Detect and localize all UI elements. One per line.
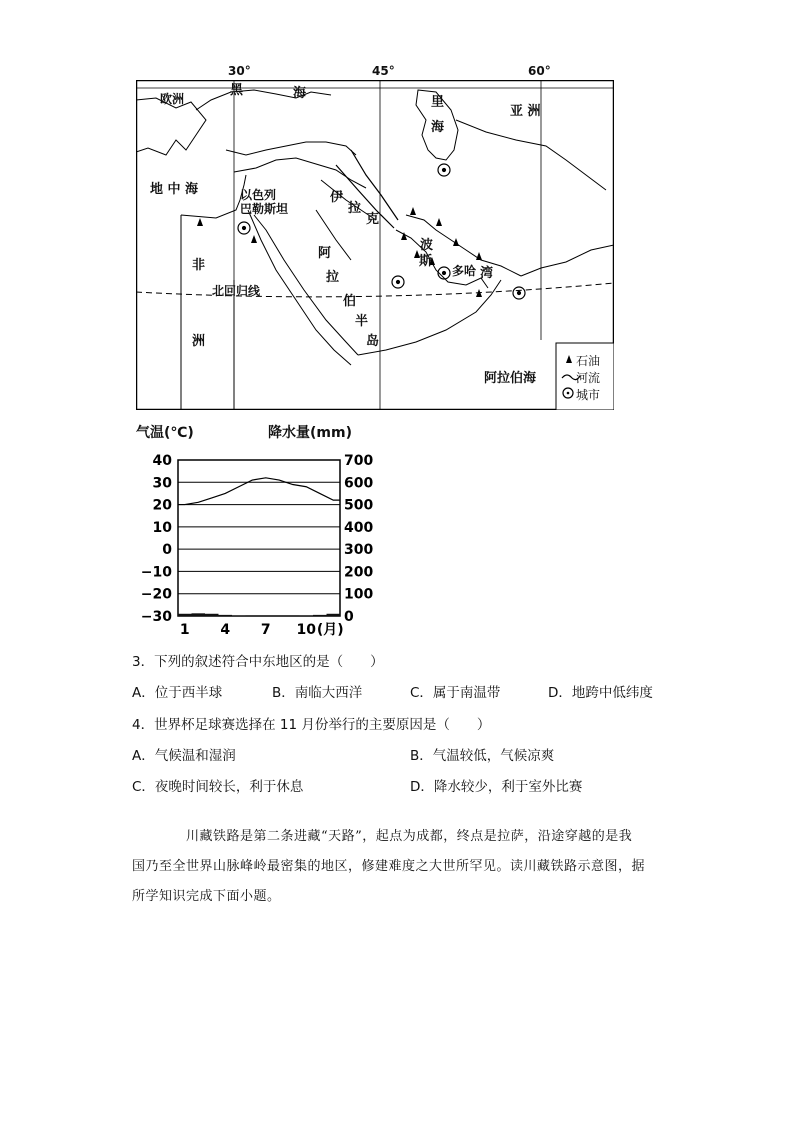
legend-river-label: 河流 — [576, 371, 601, 385]
legend-oil-label: 石油 — [576, 354, 601, 368]
precipitation-bar — [178, 614, 192, 616]
question-4: 4．世界杯足球赛选择在 11 月份举行的主要原因是（ ） — [132, 717, 491, 733]
map-label-arab-2: 拉 — [326, 270, 340, 285]
map-label-caspian-2: 海 — [431, 120, 445, 135]
map-label-black-sea-2: 海 — [293, 86, 307, 101]
precipitation-tick-label: 400 — [344, 519, 374, 536]
map-label-palestine: 巴勒斯坦 — [240, 202, 289, 216]
precipitation-tick-label: 100 — [344, 586, 374, 603]
map-label-doha: 多哈 — [452, 264, 477, 278]
map-label-iraq-1: 伊 — [330, 190, 344, 205]
longitude-45-label: 45° — [372, 64, 395, 78]
precipitation-bar — [205, 614, 219, 616]
climate-chart — [136, 440, 376, 640]
q3-option-a[interactable]: A．位于西半球 — [132, 685, 223, 701]
map-label-arab-4: 半 — [355, 314, 369, 329]
q3-option-b[interactable]: B．南临大西洋 — [272, 685, 363, 701]
precipitation-bar — [192, 613, 206, 616]
map-label-arab-3: 伯 — [343, 294, 357, 309]
precipitation-bar — [313, 615, 327, 616]
temperature-tick-label: 0 — [162, 542, 172, 559]
precipitation-tick-label: 0 — [344, 609, 354, 625]
month-unit-label: (月) — [316, 622, 344, 638]
temperature-tick-label: 40 — [152, 453, 172, 469]
precipitation-bar — [219, 615, 233, 616]
map-label-gulf-3: 湾 — [480, 266, 494, 281]
map-label-iraq-2: 拉 — [348, 201, 362, 216]
temperature-axis-title: 气温(℃) — [136, 425, 194, 441]
temperature-tick-label: −30 — [140, 609, 172, 625]
map-label-africa-1: 非 — [192, 258, 206, 273]
passage-line-2: 国乃至全世界山脉峰岭最密集的地区，修建难度之大世所罕见。读川藏铁路示意图，据 — [132, 859, 646, 874]
precipitation-tick-label: 600 — [344, 475, 374, 492]
map-label-gulf-1: 波 — [420, 238, 434, 253]
map-label-arab-5: 岛 — [366, 334, 380, 349]
precipitation-bar — [327, 614, 341, 616]
month-tick-label: 1 — [179, 622, 190, 638]
q4-option-a[interactable]: A．气候温和湿润 — [132, 748, 236, 764]
map-label-tropic: 北回归线 — [212, 284, 261, 298]
map-label-israel: 以色列 — [240, 188, 277, 202]
map-label-gulf-2: 斯 — [419, 254, 433, 269]
temperature-tick-label: 20 — [152, 497, 172, 514]
passage-line-3: 所学知识完成下面小题。 — [132, 889, 281, 904]
passage-line-1: 川藏铁路是第二条进藏“天路”，起点为成都，终点是拉萨，沿途穿越的是我 — [186, 829, 633, 844]
temperature-tick-label: −20 — [140, 586, 172, 603]
map-label-europe: 欧洲 — [160, 92, 185, 106]
precipitation-tick-label: 700 — [344, 453, 374, 469]
map-label-arab-1: 阿 — [318, 246, 332, 261]
q3-option-d[interactable]: D．地跨中低纬度 — [548, 685, 653, 701]
map-label-asia: 亚 洲 — [510, 104, 541, 119]
longitude-60-label: 60° — [528, 64, 551, 78]
map-label-caspian: 里 — [431, 95, 445, 110]
temperature-tick-label: −10 — [140, 564, 172, 581]
temperature-tick-label: 10 — [152, 519, 172, 536]
month-tick-label: 7 — [260, 622, 271, 638]
middle-east-map — [136, 80, 614, 410]
q4-option-c[interactable]: C．夜晚时间较长，利于休息 — [132, 779, 304, 795]
longitude-30-label: 30° — [228, 64, 251, 78]
q3-option-c[interactable]: C．属于南温带 — [410, 685, 501, 701]
map-label-africa-2: 洲 — [192, 334, 206, 349]
precipitation-tick-label: 500 — [344, 497, 374, 514]
q4-option-d[interactable]: D．降水较少，利于室外比赛 — [410, 779, 583, 795]
map-label-mediterranean: 地 中 海 — [150, 182, 199, 197]
map-label-black-sea: 黑 — [230, 83, 244, 98]
legend-city-label: 城市 — [576, 388, 601, 402]
precipitation-axis-title: 降水量(mm) — [268, 425, 352, 441]
precipitation-tick-label: 300 — [344, 542, 374, 559]
map-label-arabian-sea: 阿拉伯海 — [484, 371, 537, 386]
q4-option-b[interactable]: B．气温较低，气候凉爽 — [410, 748, 555, 764]
month-tick-label: 4 — [220, 622, 231, 638]
question-3: 3．下列的叙述符合中东地区的是（ ） — [132, 654, 384, 670]
plot-frame — [178, 460, 340, 616]
temperature-tick-label: 30 — [152, 475, 172, 492]
map-label-iraq-3: 克 — [366, 212, 380, 227]
precipitation-tick-label: 200 — [344, 564, 374, 581]
month-tick-label: 10 — [296, 622, 316, 638]
